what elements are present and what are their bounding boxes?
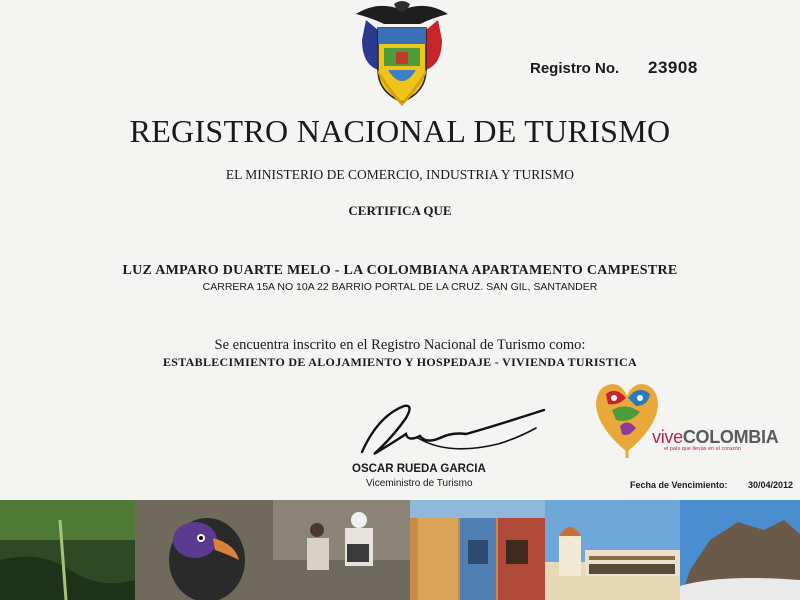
- vive-colombia-wordmark: [652, 427, 778, 448]
- establishment-category: ESTABLECIMIENTO DE ALOJAMIENTO Y HOSPEDAJE - VIVIENDA TURISTICA: [162, 355, 637, 369]
- holder-name: LUZ AMPARO DUARTE MELO - LA COLOMBIANA APARTAMENTO CAMPESTRE: [122, 263, 678, 278]
- coat-of-arms-seal: [348, 0, 456, 112]
- document-title: REGISTRO NACIONAL DE TURISMO: [129, 113, 671, 149]
- colonial-street-photo: [410, 500, 545, 600]
- signatory-name: OSCAR RUEDA GARCIA: [352, 463, 486, 475]
- registration-statement: Se encuentra inscrito en el Registro Nacional de Turismo como:: [214, 337, 586, 353]
- issuer-ministry: EL MINISTERIO DE COMERCIO, INDUSTRIA Y TURISMO: [225, 167, 575, 182]
- condor-photo: [135, 500, 273, 600]
- mountain-photo: [680, 500, 800, 600]
- colonial-church-photo: [545, 500, 680, 600]
- expiry-label: Fecha de Vencimiento:: [630, 480, 728, 490]
- expiry-date: 30/04/2012: [748, 480, 794, 490]
- brand-colombia: COLOMBIA: [682, 427, 779, 447]
- registration-label: Registro No.: [530, 60, 620, 77]
- jungle-photo: [0, 500, 135, 600]
- signatory-role: Viceministro de Turismo: [366, 478, 473, 489]
- brand-vive: vive: [652, 427, 683, 447]
- registration-number: 23908: [648, 58, 698, 77]
- certifies-heading: CERTIFICA QUE: [348, 203, 452, 218]
- brand-tagline: el país que llevas en el corazón: [664, 446, 742, 452]
- photo-strip: [0, 500, 800, 600]
- holder-address: CARRERA 15A NO 10A 22 BARRIO PORTAL DE LA CRUZ. SAN GIL, SANTANDER: [202, 281, 598, 293]
- handwritten-signature: [348, 398, 548, 464]
- accordion-musicians-photo: [273, 500, 410, 600]
